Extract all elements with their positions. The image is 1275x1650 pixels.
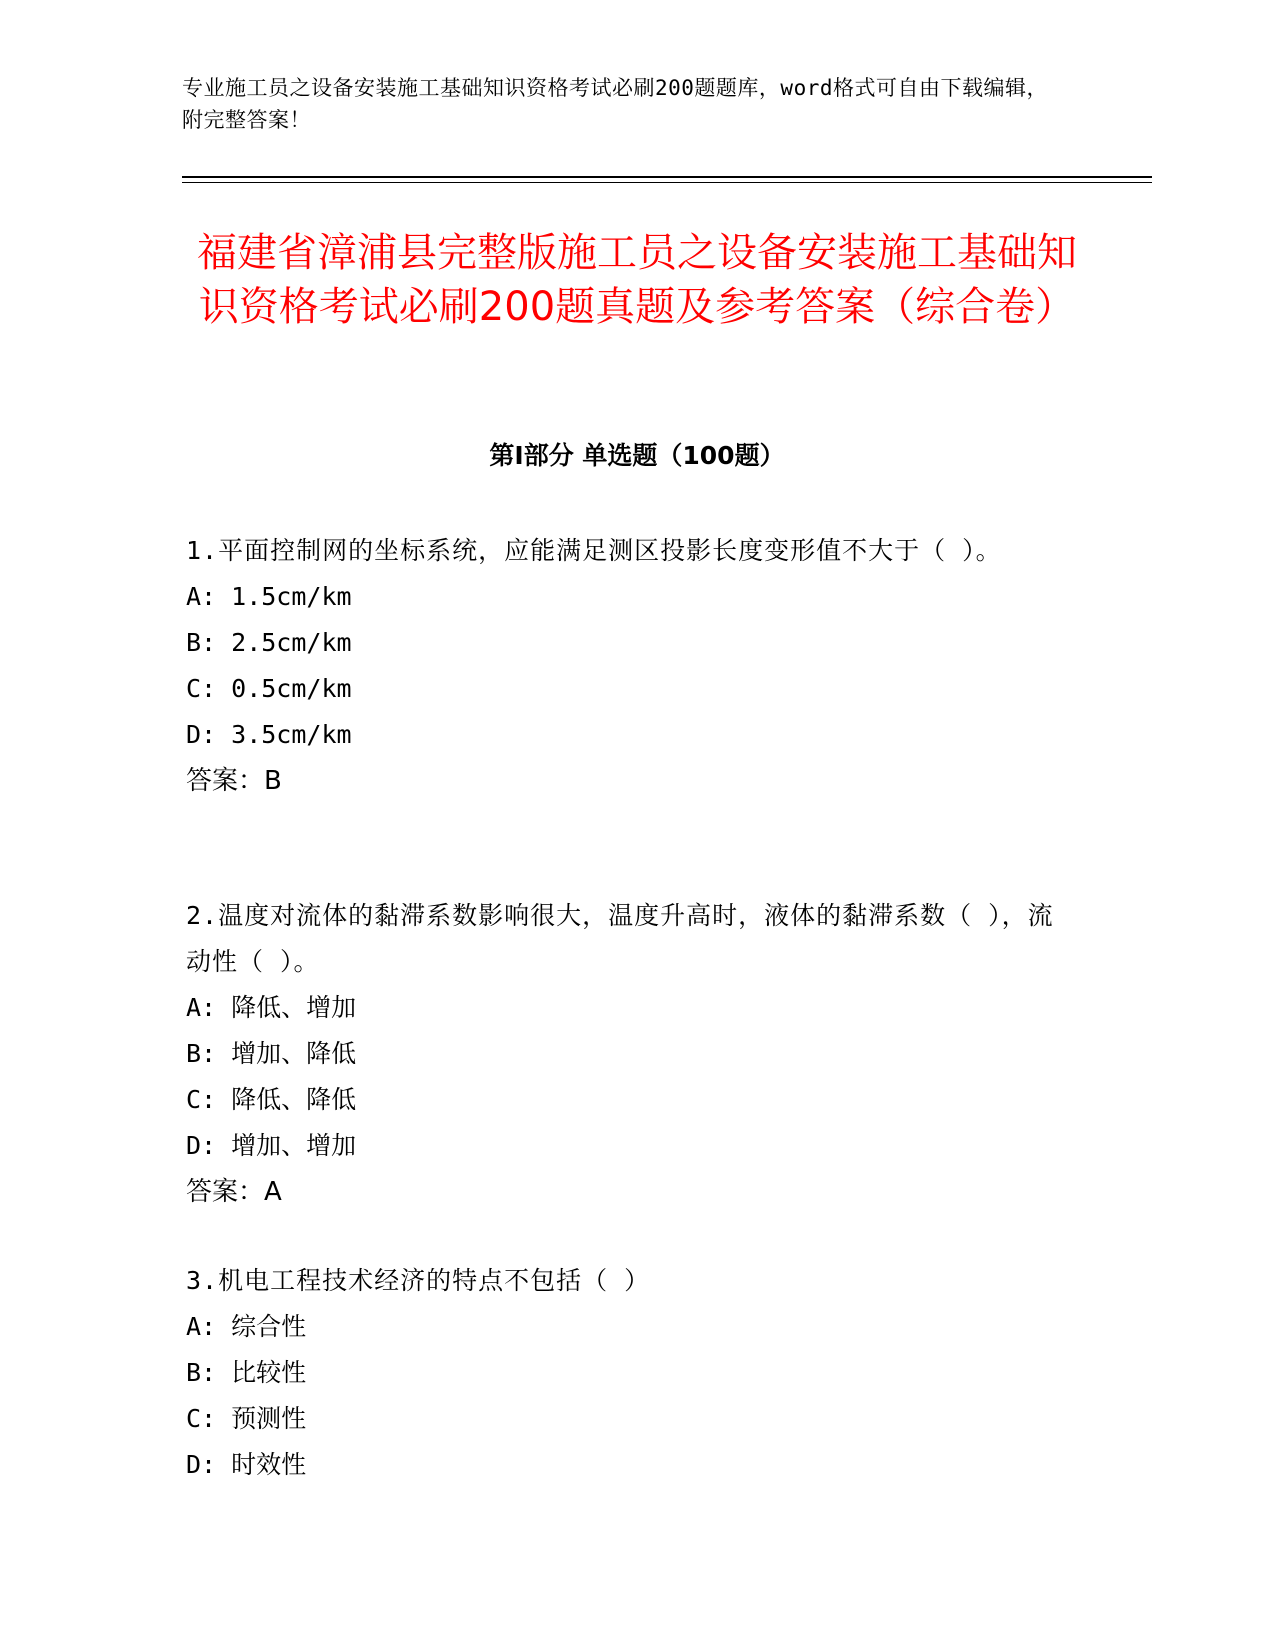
question-stem: 3.机电工程技术经济的特点不包括（ ） bbox=[186, 1266, 651, 1295]
question-3 bbox=[186, 1258, 1066, 1488]
option-c: C: 预测性 bbox=[186, 1404, 307, 1433]
option-c: C: 降低、降低 bbox=[186, 1085, 357, 1114]
header-note: 专业施工员之设备安装施工基础知识资格考试必刷200题题库，word格式可自由下载编辑，附完整答案！ bbox=[182, 76, 1048, 132]
option-a: A: 降低、增加 bbox=[186, 993, 357, 1022]
question-stem: 1.平面控制网的坐标系统，应能满足测区投影长度变形值不大于（ ）。 bbox=[186, 536, 1002, 565]
option-d: D: 时效性 bbox=[186, 1450, 307, 1479]
option-b: B: 2.5cm/km bbox=[186, 628, 352, 657]
document-title: 福建省漳浦县完整版施工员之设备安装施工基础知识资格考试必刷200题真题及参考答案（综合卷） bbox=[197, 230, 1077, 330]
option-b: B: 比较性 bbox=[186, 1358, 307, 1387]
option-c: C: 0.5cm/km bbox=[186, 674, 352, 703]
header-divider-thin bbox=[182, 182, 1152, 183]
question-stem: 2.温度对流体的黏滞系数影响很大，温度升高时，液体的黏滞系数（ ），流动性（ ）。 bbox=[186, 901, 1054, 976]
question-1 bbox=[186, 528, 1066, 804]
section-title: 第I部分 单选题（100题） bbox=[489, 441, 785, 470]
option-d: D: 3.5cm/km bbox=[186, 720, 352, 749]
header-divider-thick bbox=[182, 176, 1152, 178]
option-a: A: 综合性 bbox=[186, 1312, 307, 1341]
answer-line: 答案：B bbox=[186, 766, 282, 796]
option-d: D: 增加、增加 bbox=[186, 1131, 357, 1160]
option-a: A: 1.5cm/km bbox=[186, 582, 352, 611]
option-b: B: 增加、降低 bbox=[186, 1039, 357, 1068]
question-2 bbox=[186, 893, 1066, 1215]
answer-line: 答案：A bbox=[186, 1177, 282, 1207]
